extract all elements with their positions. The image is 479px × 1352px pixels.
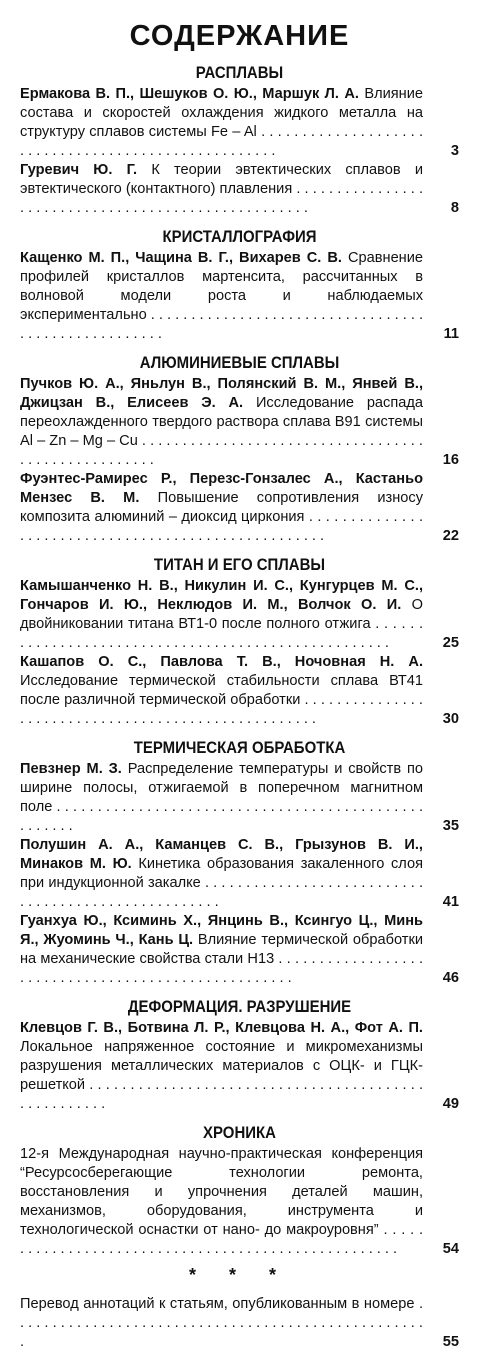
contents-list: [20, 62, 459, 1259]
toc-entry[interactable]: [20, 85, 459, 161]
entry-title: Влияние термической обработки на механические свойства стали Н13: [20, 932, 423, 967]
section-title: ХРОНИКА: [203, 1123, 276, 1142]
entry-title: К теории эвтектических сплавов и эвтектического (контактного) плавления: [20, 162, 423, 197]
section-title: ТЕРМИЧЕСКАЯ ОБРАБОТКА: [133, 738, 346, 757]
entry-title: Распределение температуры и свойств по ширине полосы, отжигаемой в поперечном магнитном поле: [20, 761, 423, 815]
entry-title: Сравнение профилей кристаллов мартенсита, рассчитанных в волновой модели роста и наблюдаемых экспериментально: [20, 250, 423, 323]
page-number: 41: [442, 894, 459, 910]
entry-authors: Певзнер М. З.: [20, 761, 122, 777]
toc-entry[interactable]: [20, 653, 459, 729]
page-number: 8: [450, 200, 459, 216]
entry-title: Повышение сопротивления износу композита алюминий – диоксид циркония: [20, 490, 423, 525]
entry-authors: Камышанченко Н. В., Никулин И. С., Кунгурцев М. С., Гончаров И. Ю., Неклюдов И. М., Волчок О. И.: [20, 578, 423, 613]
toc-entry[interactable]: [20, 161, 459, 218]
section: [20, 1122, 459, 1259]
toc-entry[interactable]: [20, 577, 459, 653]
entry-authors: Кашапов О. С., Павлова Т. В., Ночовная Н. А.: [20, 654, 423, 670]
page-number: 22: [442, 528, 459, 544]
page-number: 55: [442, 1334, 459, 1350]
toc-entry[interactable]: [20, 912, 459, 988]
section-title: РАСПЛАВЫ: [195, 63, 284, 82]
section: [20, 226, 459, 344]
entry-authors: Гуревич Ю. Г.: [20, 162, 138, 178]
section: [20, 554, 459, 729]
page-number: 3: [450, 143, 459, 159]
page-number: 11: [443, 326, 459, 342]
entry-authors: Клевцов Г. В., Ботвина Л. Р., Клевцова Н. А., Фот А. П.: [20, 1020, 423, 1036]
toc-entry[interactable]: [20, 470, 459, 546]
entry-authors: Пучков Ю. А., Яньлун В., Полянский В. М., Янвей В., Джицзан В., Елисеев Э. А.: [20, 376, 423, 411]
entry-title: Кинетика образования закаленного слоя при индукционной закалке: [20, 856, 423, 891]
page-number: 16: [442, 452, 459, 468]
toc-entry[interactable]: [20, 1019, 459, 1114]
entry-title: О двойниковании титана ВТ1-0 после полного отжига: [20, 597, 423, 632]
separator: * * *: [188, 1265, 291, 1285]
page-number: 35: [442, 818, 459, 834]
toc-entry[interactable]: [20, 836, 459, 912]
section-title: ДЕФОРМАЦИЯ. РАЗРУШЕНИЕ: [127, 997, 352, 1016]
page-number: 54: [442, 1241, 459, 1257]
entry-title: Локальное напряженное состояние и микромеханизмы разрушения металлических материалов с ОЦК- и ГЦК-решеткой: [20, 1039, 423, 1093]
entry-title: Влияние состава и скоростей охлаждения жидкого металла на структуру сплавов системы Fe – Al: [20, 86, 423, 140]
page-title: СОДЕРЖАНИЕ: [129, 20, 350, 52]
entry-title: Исследование распада переохлажденного твердого раствора сплава В91 системы Al – Zn – Mg – Cu: [20, 395, 423, 449]
toc-entry[interactable]: [20, 760, 459, 836]
page-number: 46: [442, 970, 459, 986]
entry-authors: Гуанхуа Ю., Ксиминь Х., Янцинь В., Ксингуо Ц., Минь Я., Жуоминь Ч., Кань Ц.: [20, 913, 423, 948]
section: [20, 996, 459, 1114]
entry-authors: Кащенко М. П., Чащина В. Г., Вихарев С. В.: [20, 250, 342, 266]
section: [20, 62, 459, 218]
entry-title: Исследование термической стабильности сплава ВТ41 после различной термической обработки: [20, 673, 423, 708]
entry-authors: Фуэнтес-Рамирес Р., Перезс-Гонзалес А., Кастаньо Мензес В. М.: [20, 471, 423, 506]
toc-entry[interactable]: [20, 1145, 459, 1259]
entry-text: Перевод аннотаций к статьям, опубликованным в номере: [20, 1296, 415, 1312]
section: [20, 737, 459, 988]
toc-entry[interactable]: [20, 375, 459, 470]
toc-entry-translations[interactable]: [20, 1295, 459, 1352]
entry-authors: Ермакова В. П., Шешуков О. Ю., Маршук Л. А.: [20, 86, 359, 102]
entry-title: 12-я Международная научно-практическая конференция “Ресурсосберегающие технологии ремонта, восстановления и упрочнения деталей машин, механизмов, оборудования, инструмента и технологической оснастки от нано- до макроуровня”: [20, 1146, 423, 1238]
section: [20, 352, 459, 546]
page-number: 49: [442, 1096, 459, 1112]
entry-authors: Полушин А. А., Каманцев С. В., Грызунов В. И., Минаков М. Ю.: [20, 837, 423, 872]
section-title: КРИСТАЛЛОГРАФИЯ: [162, 227, 317, 246]
section-title: ТИТАН И ЕГО СПЛАВЫ: [153, 555, 326, 574]
page-number: 25: [442, 635, 459, 651]
page-number: 30: [442, 711, 459, 727]
section-title: АЛЮМИНИЕВЫЕ СПЛАВЫ: [139, 353, 340, 372]
toc-entry[interactable]: [20, 249, 459, 344]
